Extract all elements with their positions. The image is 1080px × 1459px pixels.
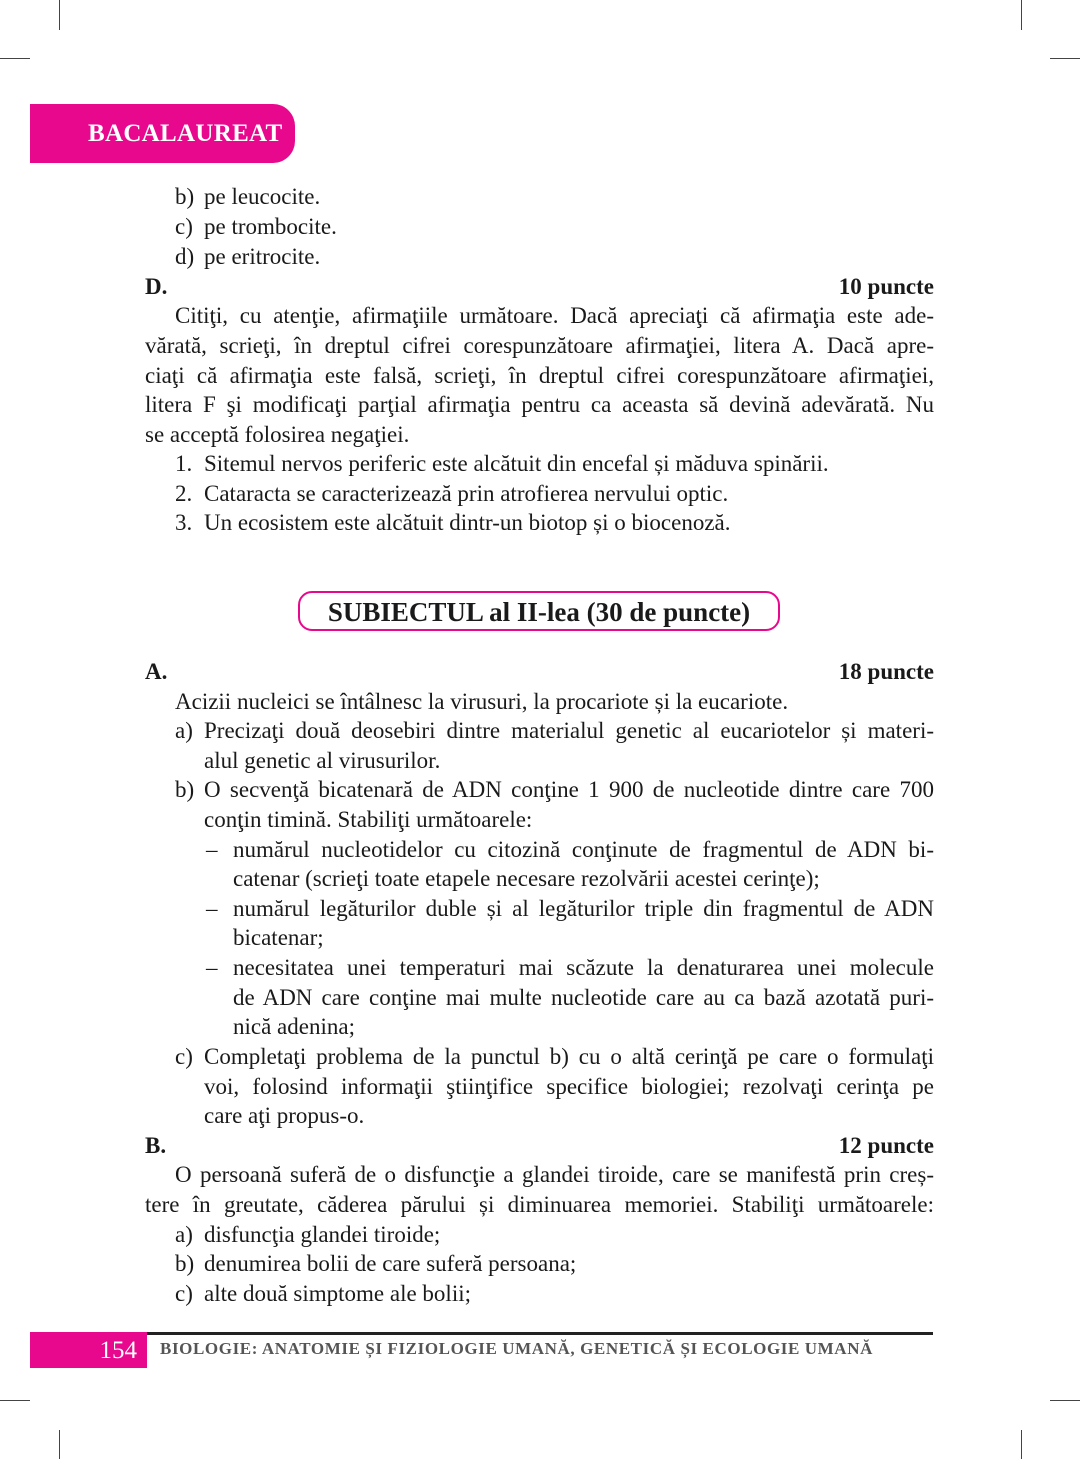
instruction-line: vărată, scrieţi, în dreptul cifrei corespunzătoare afirmaţiei, litera A. Dacă apre- [145,333,934,358]
instruction-line: litera F şi modificaţi parţial afirmaţia pentru ca aceasta să devină adevărată. Nu [145,392,934,417]
item-label: b) [175,1251,195,1276]
subject-title: SUBIECTUL al II-lea (30 de puncte) [298,591,780,631]
section-b-intro-line: O persoană suferă de o disfuncţie a glandei tiroide, care se manifestă prin creș- [175,1162,934,1187]
section-d-points: 10 puncte [838,274,934,299]
section-a-label: A. [145,659,168,684]
statement-text: Sitemul nervos periferic este alcătuit din encefal și măduva spinării. [204,451,829,476]
option-label: b) [175,184,195,209]
crop-mark [1021,1430,1022,1459]
option-text: pe trombocite. [204,214,337,239]
item-text: disfuncţia glandei tiroide; [204,1222,441,1247]
header-tab: BACALAUREAT [30,104,295,163]
statement-number: 3. [175,510,193,535]
book-title: BIOLOGIE: ANATOMIE ȘI FIZIOLOGIE UMANĂ, GENETICĂ ȘI ECOLOGIE UMANĂ [160,1339,873,1358]
option-label: c) [175,214,193,239]
item-line: voi, folosind informaţii ştiinţifice specifice biologiei; rezolvaţi cerinţa pe [204,1074,934,1099]
statement-text: Cataracta se caracterizează prin atrofierea nervului optic. [204,481,729,506]
item-line: alul genetic al virusurilor. [204,748,441,773]
option-text: pe eritrocite. [204,244,321,269]
bullet-line: nică adenina; [233,1014,355,1039]
instruction-line: ciaţi că afirmaţia este falsă, scrieţi, în dreptul cifrei corespunzătoare afirmaţiei, [145,363,934,388]
bullet-dash: – [206,837,218,862]
item-label: c) [175,1044,193,1069]
item-text: denumirea bolii de care suferă persoana; [204,1251,577,1276]
crop-mark [0,1400,30,1401]
item-label: b) [175,777,195,802]
page-number: 154 [30,1332,147,1368]
crop-mark [0,58,30,59]
option-label: d) [175,244,195,269]
option-text: pe leucocite. [204,184,321,209]
section-a-intro: Acizii nucleici se întâlnesc la virusuri, la procariote și la eucariote. [175,689,789,714]
statement-text: Un ecosistem este alcătuit dintr-un biotop și o biocenoză. [204,510,731,535]
section-a-points: 18 puncte [838,659,934,684]
item-line: O secvenţă bicatenară de ADN conţine 1 900 de nucleotide dintre care 700 [204,777,934,802]
bullet-line: de ADN care conţine mai multe nucleotide care au ca bază azotată puri- [233,985,934,1010]
bullet-dash: – [206,896,218,921]
crop-mark [59,0,60,30]
section-b-intro-line: tere în greutate, căderea părului și diminuarea memoriei. Stabiliţi următoarele: [145,1192,934,1217]
footer-rule [147,1332,933,1335]
item-line: Precizaţi două deosebiri dintre materialul genetic al eucariotelor și materi- [204,718,934,743]
bullet-line: necesitatea unei temperaturi mai scăzute la denaturarea unei molecule [233,955,934,980]
bullet-line: bicatenar; [233,925,324,950]
section-b-label: B. [145,1133,167,1158]
bullet-line: catenar (scrieţi toate etapele necesare rezolvării acestei cerinţe); [233,866,820,891]
bullet-dash: – [206,955,218,980]
bullet-line: numărul legăturilor duble și al legăturilor triple din fragmentul de ADN [233,896,934,921]
statement-number: 1. [175,451,193,476]
statement-number: 2. [175,481,193,506]
crop-mark [1050,58,1080,59]
item-text: alte două simptome ale bolii; [204,1281,471,1306]
bullet-line: numărul nucleotidelor cu citozină conţinute de fragmentul de ADN bi- [233,837,934,862]
item-line: conţin timină. Stabiliţi următoarele: [204,807,533,832]
section-d-label: D. [145,274,168,299]
item-label: a) [175,1222,193,1247]
crop-mark [1021,0,1022,30]
section-b-points: 12 puncte [838,1133,934,1158]
instruction-line: se acceptă folosirea negaţiei. [145,422,410,447]
item-line: Completaţi problema de la punctul b) cu o altă cerinţă pe care o formulaţi [204,1044,934,1069]
crop-mark [1050,1400,1080,1401]
crop-mark [59,1430,60,1459]
instruction-line: Citiţi, cu atenţie, afirmaţiile următoare. Dacă apreciaţi că afirmaţia este ade- [175,303,934,328]
item-line: care aţi propus-o. [204,1103,365,1128]
item-label: a) [175,718,193,743]
item-label: c) [175,1281,193,1306]
